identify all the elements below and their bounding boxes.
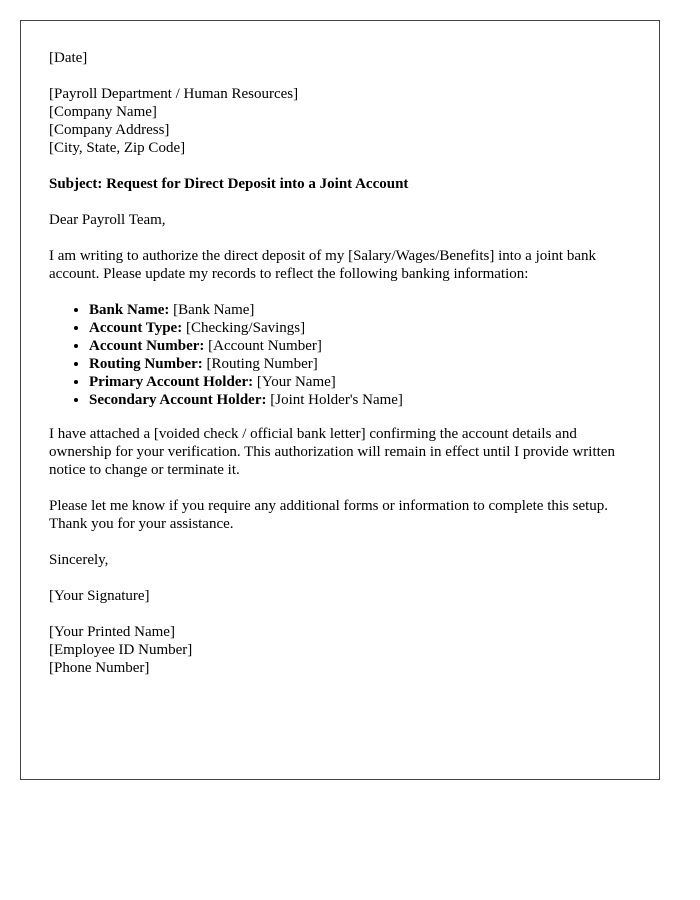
signature-placeholder: [Your Signature]	[49, 588, 150, 604]
detail-label: Secondary Account Holder:	[89, 392, 267, 408]
letter-page	[20, 20, 660, 780]
detail-value: [Account Number]	[204, 338, 322, 354]
detail-value: [Your Name]	[253, 374, 336, 390]
banking-details-list	[49, 301, 639, 409]
detail-value: [Bank Name]	[169, 302, 255, 318]
detail-value: [Checking/Savings]	[182, 320, 306, 336]
sender-line: [Employee ID Number]	[49, 642, 193, 658]
sender-details	[49, 623, 639, 677]
letter-subject: Subject: Request for Direct Deposit into a Joint Account	[49, 176, 409, 192]
list-item	[89, 301, 639, 319]
intro-paragraph: I am writing to authorize the direct deposit of my [Salary/Wages/Benefits] into a joint bank account. Please update my records to reflect the following banking information:	[49, 248, 596, 282]
letter-salutation: Dear Payroll Team,	[49, 212, 166, 228]
list-item	[89, 355, 639, 373]
recipient-address	[49, 85, 639, 157]
detail-label: Account Number:	[89, 338, 205, 354]
letter-content	[49, 49, 639, 677]
list-item	[89, 373, 639, 391]
list-item	[89, 319, 639, 337]
attachment-paragraph: I have attached a [voided check / official bank letter] confirming the account details and ownership for your verification. This authorization will remain in effect until I provide written notice to change or terminate it.	[49, 426, 615, 478]
recipient-line: [Company Name]	[49, 104, 157, 120]
recipient-line: [City, State, Zip Code]	[49, 140, 186, 156]
detail-value: [Routing Number]	[202, 356, 318, 372]
detail-label: Account Type:	[89, 320, 183, 336]
detail-label: Primary Account Holder:	[89, 374, 254, 390]
recipient-line: [Company Address]	[49, 122, 170, 138]
detail-label: Bank Name:	[89, 302, 170, 318]
letter-signoff: Sincerely,	[49, 552, 109, 568]
detail-label: Routing Number:	[89, 356, 203, 372]
sender-line: [Your Printed Name]	[49, 624, 175, 640]
list-item	[89, 337, 639, 355]
closing-paragraph: Please let me know if you require any additional forms or information to complete this setup. Thank you for your assistance.	[49, 498, 609, 532]
recipient-line: [Payroll Department / Human Resources]	[49, 86, 299, 102]
sender-line: [Phone Number]	[49, 660, 150, 676]
letter-date: [Date]	[49, 50, 88, 66]
detail-value: [Joint Holder's Name]	[266, 392, 403, 408]
list-item	[89, 391, 639, 409]
